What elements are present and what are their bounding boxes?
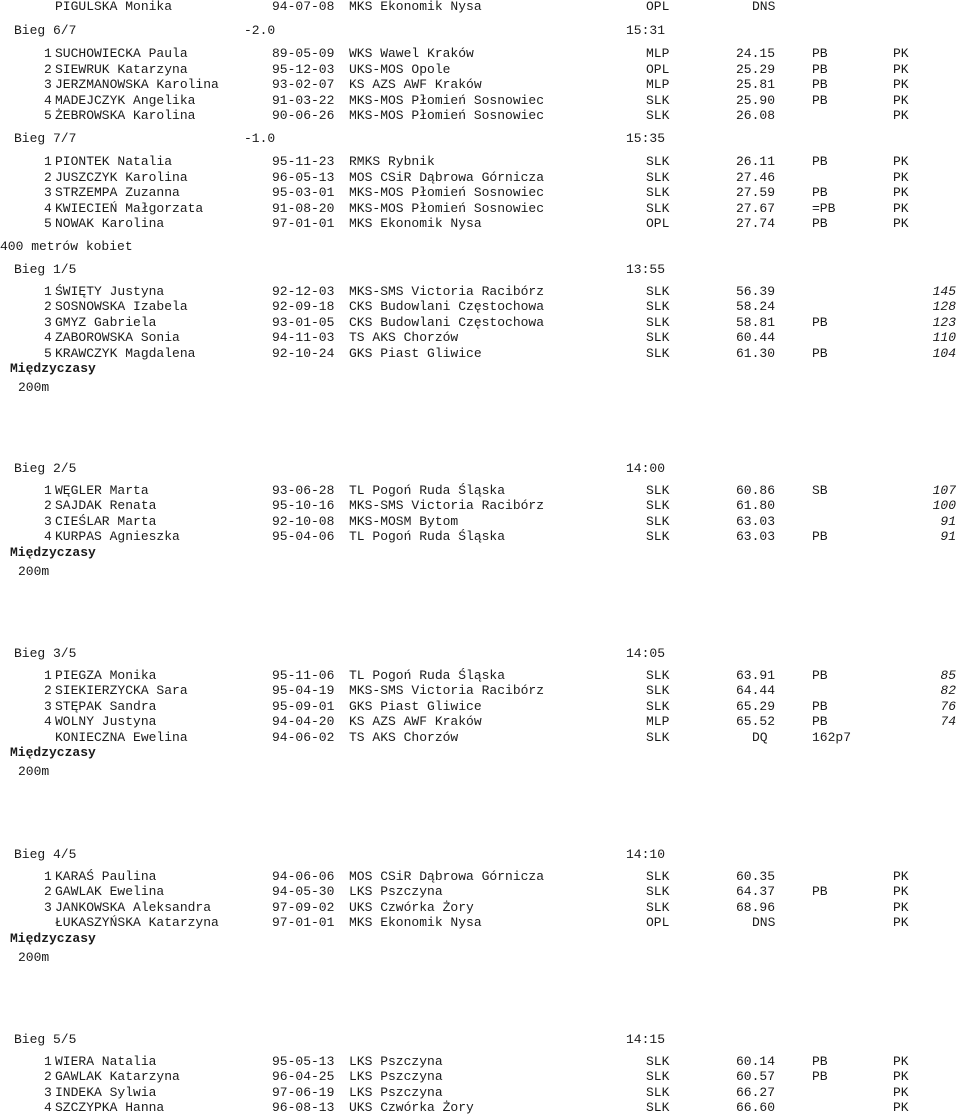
birth-date: 94-11-03: [272, 330, 335, 346]
result-time: 64.37: [736, 884, 776, 900]
athlete-name: SUCHOWIECKA Paula: [55, 46, 188, 61]
region-code: SLK: [646, 1054, 670, 1069]
athlete-name: SZCZYPKA Hanna: [55, 1100, 165, 1116]
region-code: SLK: [646, 529, 670, 545]
region-code: SLK: [646, 345, 670, 361]
splits-label: Międzyczasy: [10, 930, 96, 946]
split-distance: 200m: [18, 563, 50, 579]
split-distance: 200m: [18, 764, 50, 779]
result-time: 68.96: [736, 899, 776, 915]
athlete-name: ŻEBROWSKA Karolina: [55, 108, 196, 123]
club-name: GKS Piast Gliwice: [349, 698, 482, 714]
record-flag: PB: [812, 77, 828, 92]
region-code: SLK: [646, 483, 670, 498]
points: PK: [893, 869, 909, 884]
region-code: SLK: [646, 1084, 670, 1100]
row-place: 3: [44, 899, 52, 915]
region-code: SLK: [646, 729, 670, 745]
result-time: 64.44: [736, 683, 776, 699]
birth-date: 89-05-09: [272, 46, 335, 61]
athlete-name: KRAWCZYK Magdalena: [55, 345, 196, 361]
club-name: MKS-MOS Płomień Sosnowiec: [349, 92, 545, 108]
points: PK: [893, 154, 909, 169]
club-name: MKS Ekonomik Nysa: [349, 0, 482, 14]
row-place: 5: [44, 216, 52, 231]
heat-header: Bieg 6/7: [14, 23, 77, 38]
heat-time: 14:05: [626, 646, 666, 661]
record-flag: PB: [812, 1069, 828, 1085]
heat-header: Bieg 2/5: [14, 461, 77, 476]
region-code: SLK: [646, 683, 670, 699]
birth-date: 96-08-13: [272, 1100, 335, 1116]
region-code: SLK: [646, 1100, 670, 1116]
athlete-name: SOSNOWSKA Izabela: [55, 299, 188, 315]
region-code: SLK: [646, 513, 670, 529]
heat-time: 14:10: [626, 847, 666, 862]
record-flag: PB: [812, 154, 828, 169]
row-place: 2: [44, 683, 52, 699]
result-time: 24.15: [736, 46, 776, 61]
record-flag: =PB: [812, 200, 836, 216]
points: 123: [932, 314, 956, 330]
splits-label: Międzyczasy: [10, 361, 96, 376]
region-code: SLK: [646, 154, 670, 169]
row-place: 3: [44, 77, 52, 92]
row-place: 1: [44, 668, 52, 683]
birth-date: 97-06-19: [272, 1084, 335, 1100]
club-name: MKS-MOSM Bytom: [349, 513, 459, 529]
row-place: 2: [44, 169, 52, 185]
region-code: SLK: [646, 200, 670, 216]
athlete-name: PIGULSKA Monika: [55, 0, 173, 14]
athlete-name: SAJDAK Renata: [55, 498, 157, 514]
row-place: 3: [44, 314, 52, 330]
heat-header: Bieg 1/5: [14, 262, 77, 277]
row-place: 1: [44, 483, 52, 498]
row-place: 2: [44, 884, 52, 900]
result-time: 61.30: [736, 345, 776, 361]
row-place: 2: [44, 1069, 52, 1085]
heat-header: Bieg 4/5: [14, 847, 77, 862]
athlete-name: INDEKA Sylwia: [55, 1084, 157, 1100]
club-name: MKS-MOS Płomień Sosnowiec: [349, 108, 545, 123]
split-distance: 200m: [18, 949, 50, 965]
record-flag: PB: [812, 46, 828, 61]
athlete-name: STĘPAK Sandra: [55, 698, 157, 714]
birth-date: 93-01-05: [272, 314, 335, 330]
region-code: SLK: [646, 869, 670, 884]
athlete-name: PIONTEK Natalia: [55, 154, 173, 169]
result-time: 65.29: [736, 698, 776, 714]
result-time: 66.27: [736, 1084, 776, 1100]
club-name: CKS Budowlani Częstochowa: [349, 314, 545, 330]
region-code: SLK: [646, 314, 670, 330]
points: 85: [940, 668, 956, 683]
athlete-name: WOLNY Justyna: [55, 714, 157, 730]
birth-date: 95-11-23: [272, 154, 335, 169]
club-name: LKS Pszczyna: [349, 884, 443, 900]
result-time: 60.86: [736, 483, 776, 498]
club-name: MKS Ekonomik Nysa: [349, 915, 482, 931]
club-name: LKS Pszczyna: [349, 1084, 443, 1100]
record-flag: PB: [812, 698, 828, 714]
result-time: 26.11: [736, 154, 776, 169]
result-time: 61.80: [736, 498, 776, 514]
result-time: 25.29: [736, 61, 776, 77]
heat-header: Bieg 5/5: [14, 1032, 77, 1047]
athlete-name: PIEGZA Monika: [55, 668, 157, 683]
athlete-name: SIEKIERZYCKA Sara: [55, 683, 188, 699]
birth-date: 95-12-03: [272, 61, 335, 77]
row-place: 2: [44, 61, 52, 77]
result-time: DQ: [752, 729, 768, 745]
result-time: 27.59: [736, 185, 776, 200]
points: PK: [893, 185, 909, 200]
athlete-name: GAWLAK Ewelina: [55, 884, 165, 900]
points: PK: [893, 1100, 909, 1116]
row-place: 4: [44, 330, 52, 346]
points: PK: [893, 915, 909, 931]
birth-date: 95-03-01: [272, 185, 335, 200]
region-code: OPL: [646, 216, 670, 231]
club-name: TS AKS Chorzów: [349, 729, 459, 745]
athlete-name: KWIECIEŃ Małgorzata: [55, 200, 204, 216]
club-name: UKS Czwórka Żory: [349, 1100, 474, 1116]
row-place: 1: [44, 46, 52, 61]
record-flag: PB: [812, 92, 828, 108]
row-place: 2: [44, 299, 52, 315]
result-time: 26.08: [736, 108, 776, 123]
club-name: KS AZS AWF Kraków: [349, 714, 482, 730]
points: PK: [893, 884, 909, 900]
points: PK: [893, 1069, 909, 1085]
wind-value: -2.0: [244, 23, 276, 38]
region-code: SLK: [646, 498, 670, 514]
region-code: SLK: [646, 299, 670, 315]
row-place: 4: [44, 1100, 52, 1116]
birth-date: 95-09-01: [272, 698, 335, 714]
points: 100: [932, 498, 956, 514]
row-place: 3: [44, 185, 52, 200]
result-time: DNS: [752, 0, 776, 14]
result-time: 66.60: [736, 1100, 776, 1116]
region-code: MLP: [646, 77, 670, 92]
heat-time: 14:00: [626, 461, 666, 476]
birth-date: 97-01-01: [272, 216, 335, 231]
birth-date: 94-06-02: [272, 729, 335, 745]
club-name: RMKS Rybnik: [349, 154, 435, 169]
region-code: SLK: [646, 92, 670, 108]
points: PK: [893, 1084, 909, 1100]
birth-date: 91-08-20: [272, 200, 335, 216]
result-time: 27.46: [736, 169, 776, 185]
row-place: 4: [44, 714, 52, 730]
result-time: 63.03: [736, 513, 776, 529]
club-name: MKS Ekonomik Nysa: [349, 216, 482, 231]
club-name: MKS-SMS Victoria Racibórz: [349, 284, 545, 299]
points: 104: [932, 345, 956, 361]
splits-label: Międzyczasy: [10, 745, 96, 760]
club-name: CKS Budowlani Częstochowa: [349, 299, 545, 315]
athlete-name: GAWLAK Katarzyna: [55, 1069, 180, 1085]
birth-date: 95-04-06: [272, 529, 335, 545]
row-place: 3: [44, 1084, 52, 1100]
athlete-name: WĘGLER Marta: [55, 483, 149, 498]
points: 145: [932, 284, 956, 299]
club-name: GKS Piast Gliwice: [349, 345, 482, 361]
result-time: 56.39: [736, 284, 776, 299]
points: PK: [893, 899, 909, 915]
birth-date: 97-01-01: [272, 915, 335, 931]
club-name: LKS Pszczyna: [349, 1054, 443, 1069]
region-code: SLK: [646, 108, 670, 123]
birth-date: 92-09-18: [272, 299, 335, 315]
record-flag: PB: [812, 61, 828, 77]
points: 76: [940, 698, 956, 714]
record-flag: PB: [812, 314, 828, 330]
birth-date: 95-04-19: [272, 683, 335, 699]
points: PK: [893, 46, 909, 61]
athlete-name: KONIECZNA Ewelina: [55, 729, 188, 745]
athlete-name: CIEŚLAR Marta: [55, 513, 157, 529]
record-flag: PB: [812, 529, 828, 545]
result-time: 60.14: [736, 1054, 776, 1069]
athlete-name: STRZEMPA Zuzanna: [55, 185, 180, 200]
points: 110: [932, 330, 956, 346]
heat-time: 15:35: [626, 131, 666, 146]
split-distance: 200m: [18, 380, 50, 395]
birth-date: 94-05-30: [272, 884, 335, 900]
result-time: 60.44: [736, 330, 776, 346]
birth-date: 92-10-24: [272, 345, 335, 361]
record-flag: PB: [812, 884, 828, 900]
points: PK: [893, 108, 909, 123]
region-code: MLP: [646, 714, 670, 730]
record-flag: PB: [812, 185, 828, 200]
club-name: TS AKS Chorzów: [349, 330, 459, 346]
athlete-name: KARAŚ Paulina: [55, 869, 157, 884]
region-code: OPL: [646, 61, 670, 77]
club-name: MKS-SMS Victoria Racibórz: [349, 498, 545, 514]
points: PK: [893, 92, 909, 108]
club-name: KS AZS AWF Kraków: [349, 77, 482, 92]
heat-header: Bieg 3/5: [14, 646, 77, 661]
result-time: 60.57: [736, 1069, 776, 1085]
birth-date: 95-05-13: [272, 1054, 335, 1069]
athlete-name: GMYZ Gabriela: [55, 314, 157, 330]
birth-date: 96-05-13: [272, 169, 335, 185]
region-code: MLP: [646, 46, 670, 61]
points: 128: [932, 299, 956, 315]
wind-value: -1.0: [244, 131, 276, 146]
club-name: TL Pogoń Ruda Śląska: [349, 529, 506, 545]
points: PK: [893, 200, 909, 216]
points: 91: [940, 513, 956, 529]
region-code: SLK: [646, 884, 670, 900]
record-flag: PB: [812, 1054, 828, 1069]
athlete-name: SIEWRUK Katarzyna: [55, 61, 188, 77]
birth-date: 92-12-03: [272, 284, 335, 299]
club-name: UKS Czwórka Żory: [349, 899, 474, 915]
athlete-name: WIERA Natalia: [55, 1054, 157, 1069]
points: 91: [940, 529, 956, 545]
record-flag: PB: [812, 714, 828, 730]
event-title: 400 metrów kobiet: [0, 239, 133, 254]
birth-date: 97-09-02: [272, 899, 335, 915]
athlete-name: JANKOWSKA Aleksandra: [55, 899, 212, 915]
row-place: 4: [44, 92, 52, 108]
region-code: SLK: [646, 1069, 670, 1085]
club-name: MOS CSiR Dąbrowa Górnicza: [349, 169, 545, 185]
club-name: TL Pogoń Ruda Śląska: [349, 483, 506, 498]
club-name: WKS Wawel Kraków: [349, 46, 474, 61]
birth-date: 90-06-26: [272, 108, 335, 123]
heat-header: Bieg 7/7: [14, 131, 77, 146]
result-time: 60.35: [736, 869, 776, 884]
result-time: 63.91: [736, 668, 776, 683]
region-code: OPL: [646, 915, 670, 931]
region-code: SLK: [646, 330, 670, 346]
athlete-name: MADEJCZYK Angelika: [55, 92, 196, 108]
record-flag: SB: [812, 483, 828, 498]
region-code: SLK: [646, 185, 670, 200]
row-place: 5: [44, 108, 52, 123]
result-time: 58.81: [736, 314, 776, 330]
birth-date: 93-02-07: [272, 77, 335, 92]
region-code: SLK: [646, 668, 670, 683]
heat-time: 15:31: [626, 23, 666, 38]
row-place: 1: [44, 284, 52, 299]
points: PK: [893, 169, 909, 185]
heat-time: 14:15: [626, 1032, 666, 1047]
row-place: 3: [44, 698, 52, 714]
birth-date: 96-04-25: [272, 1069, 335, 1085]
club-name: UKS-MOS Opole: [349, 61, 451, 77]
row-place: 5: [44, 345, 52, 361]
club-name: MKS-MOS Płomień Sosnowiec: [349, 200, 545, 216]
result-time: 63.03: [736, 529, 776, 545]
result-time: 25.90: [736, 92, 776, 108]
athlete-name: JERZMANOWSKA Karolina: [55, 77, 219, 92]
splits-label: Międzyczasy: [10, 544, 96, 560]
club-name: LKS Pszczyna: [349, 1069, 443, 1085]
club-name: TL Pogoń Ruda Śląska: [349, 668, 506, 683]
region-code: SLK: [646, 284, 670, 299]
athlete-name: ŁUKASZYŃSKA Katarzyna: [55, 915, 219, 931]
record-flag: PB: [812, 668, 828, 683]
region-code: OPL: [646, 0, 670, 14]
row-place: 1: [44, 154, 52, 169]
athlete-name: ŚWIĘTY Justyna: [55, 284, 165, 299]
record-flag: PB: [812, 345, 828, 361]
athlete-name: NOWAK Karolina: [55, 216, 165, 231]
region-code: SLK: [646, 899, 670, 915]
points: PK: [893, 1054, 909, 1069]
points: 82: [940, 683, 956, 699]
birth-date: 92-10-08: [272, 513, 335, 529]
heat-time: 13:55: [626, 262, 666, 277]
points: PK: [893, 77, 909, 92]
result-time: 58.24: [736, 299, 776, 315]
athlete-name: KURPAS Agnieszka: [55, 529, 180, 545]
row-place: 4: [44, 200, 52, 216]
birth-date: 95-10-16: [272, 498, 335, 514]
birth-date: 93-06-28: [272, 483, 335, 498]
row-place: 2: [44, 498, 52, 514]
birth-date: 94-04-20: [272, 714, 335, 730]
birth-date: 95-11-06: [272, 668, 335, 683]
points: 74: [940, 714, 956, 730]
points: PK: [893, 216, 909, 231]
result-time: DNS: [752, 915, 776, 931]
points: 107: [932, 483, 956, 498]
region-code: SLK: [646, 169, 670, 185]
club-name: MKS-MOS Płomień Sosnowiec: [349, 185, 545, 200]
birth-date: 94-06-06: [272, 869, 335, 884]
athlete-name: ZABOROWSKA Sonia: [55, 330, 180, 346]
result-time: 65.52: [736, 714, 776, 730]
record-flag: 162p7: [812, 729, 852, 745]
result-time: 25.81: [736, 77, 776, 92]
club-name: MKS-SMS Victoria Racibórz: [349, 683, 545, 699]
birth-date: 91-03-22: [272, 92, 335, 108]
row-place: 3: [44, 513, 52, 529]
athlete-name: JUSZCZYK Karolina: [55, 169, 188, 185]
birth-date: 94-07-08: [272, 0, 335, 14]
record-flag: PB: [812, 216, 828, 231]
result-time: 27.67: [736, 200, 776, 216]
row-place: 4: [44, 529, 52, 545]
row-place: 1: [44, 869, 52, 884]
club-name: MOS CSiR Dąbrowa Górnicza: [349, 869, 545, 884]
points: PK: [893, 61, 909, 77]
row-place: 1: [44, 1054, 52, 1069]
region-code: SLK: [646, 698, 670, 714]
result-time: 27.74: [736, 216, 776, 231]
